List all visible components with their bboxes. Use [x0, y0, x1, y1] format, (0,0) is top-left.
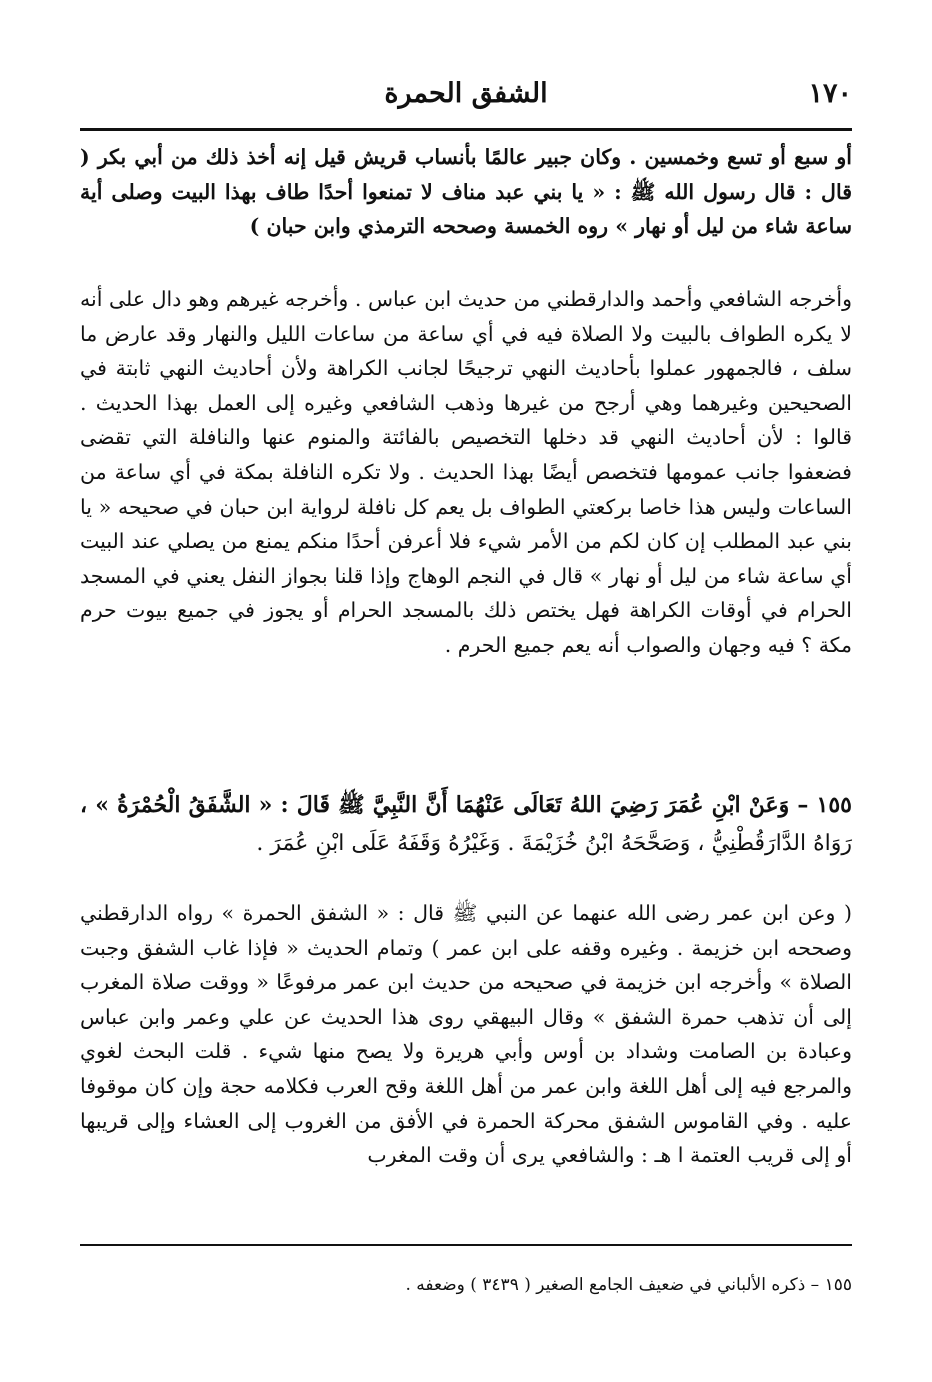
paragraph-commentary [80, 282, 852, 663]
paragraph-2: وأخرجه الشافعي وأحمد والدارقطني من حديث ابن عباس . وأخرجه غيرهم وهو دال على أنه لا يكره الطواف بالبيت ولا الصلاة فيه في أي ساعة من ساعات الليل والنهار وقد عارض ما سلف ، فالجمهور عملوا بأحاديث النهي ترجيحًا لجانب الكراهة ولأن أحاديث النهي ثابتة في الصحيحين وغيرهما وهي أرجح من غيرها وذهب الشافعي وغيره إلى العمل بهذا الحديث . قالوا : لأن أحاديث النهي قد دخلها التخصيص بالفائتة والمنوم عنها والنافلة التي تقضى فضعفوا جانب عمومها فتخصص أيضًا بهذا الحديث . ولا تكره النافلة بمكة في أي ساعة من الساعات وليس هذا خاصا بركعتي الطواف بل يعم كل نافلة لرواية ابن حبان في صحيحه « يا بني عبد المطلب إن كان لكم من الأمر شيء فلا أعرفن أحدًا منكم يمنع من يصلي عند البيت أي ساعة شاء من ليل أو نهار » قال في النجم الوهاج وإذا قلنا بجواز النفل يعني في المسجد الحرام في أوقات الكراهة فهل يختص ذلك بالمسجد الحرام أو يجوز في جميع بيوت حرم مكة ؟ فيه وجهان والصواب أنه يعم جميع الحرم . [80, 287, 852, 657]
paragraph-1: أو سبع أو تسع وخمسين . وكان جبير عالمًا بأنساب قريش قيل إنه أخذ ذلك من أبي بكر ( قال : قال رسول الله ﷺ : « يا بني عبد مناف لا تمنعوا أحدًا طاف بهذا البيت وصلى أية ساعة شاء من ليل أو نهار » روه الخمسة وصححه الترمذي وابن حبان ) [80, 145, 852, 239]
header-rule [80, 128, 852, 131]
footnote-rule [80, 1244, 852, 1246]
paragraph-hadith-text [80, 140, 852, 244]
hadith-text: ١٥٥ – وَعَنْ ابْنِ عُمَرَ رَضِيَ اللهُ تَعَالَى عَنْهُمَا أَنَّ النَّبِيَّ ﷺ قَالَ : « الشَّفَقُ الْحُمْرَةُ » ، [80, 792, 852, 818]
hadith-155 [80, 786, 852, 863]
page-header [80, 78, 852, 118]
paragraph-4: ( وعن ابن عمر رضى الله عنهما عن النبي ﷺ قال : « الشفق الحمرة » رواه الدارقطني وصححه ابن خزيمة . وغيره وقفه على ابن عمر ) وتمام الحديث « فإذا غاب الشفق وجبت الصلاة » وأخرجه ابن خزيمة في صحيحه من حديث ابن عمر مرفوعًا « ووقت صلاة المغرب إلى أن تذهب حمرة الشفق » وقال البيهقي روى هذا الحديث عن علي وعمر وابن عباس وعبادة بن الصامت وشداد بن أوس وأبي هريرة ولا يصح منها شيء . قلت البحث لغوي والمرجع فيه إلى أهل اللغة وابن عمر من أهل اللغة وقح العرب فكلامه حجة وإن كان موقوفا عليه . وفي القاموس الشفق محركة الحمرة في الأفق من الغروب إلى العشاء وإلى قريبها أو إلى قريب العتمة ا هـ : والشافعي يرى أن وقت المغرب [80, 901, 852, 1168]
hadith-source: رَوَاهُ الدَّارَقُطْنِيُّ ، وَصَحَّحَهُ ابْنُ خُزَيْمَةَ . وَغَيْرُهُ وَقَفَهُ عَلَى ابْنِ عُمَرَ . [256, 831, 852, 856]
paragraph-explanation [80, 896, 852, 1173]
page-number: ١٧٠ [808, 78, 852, 109]
footnote: ١٥٥ – ذكره الألباني في ضعيف الجامع الصغير ( ٣٤٣٩ ) وضعفه . [405, 1275, 852, 1295]
hadith-paragraph [80, 786, 852, 863]
running-title: الشفق الحمرة [384, 78, 548, 109]
